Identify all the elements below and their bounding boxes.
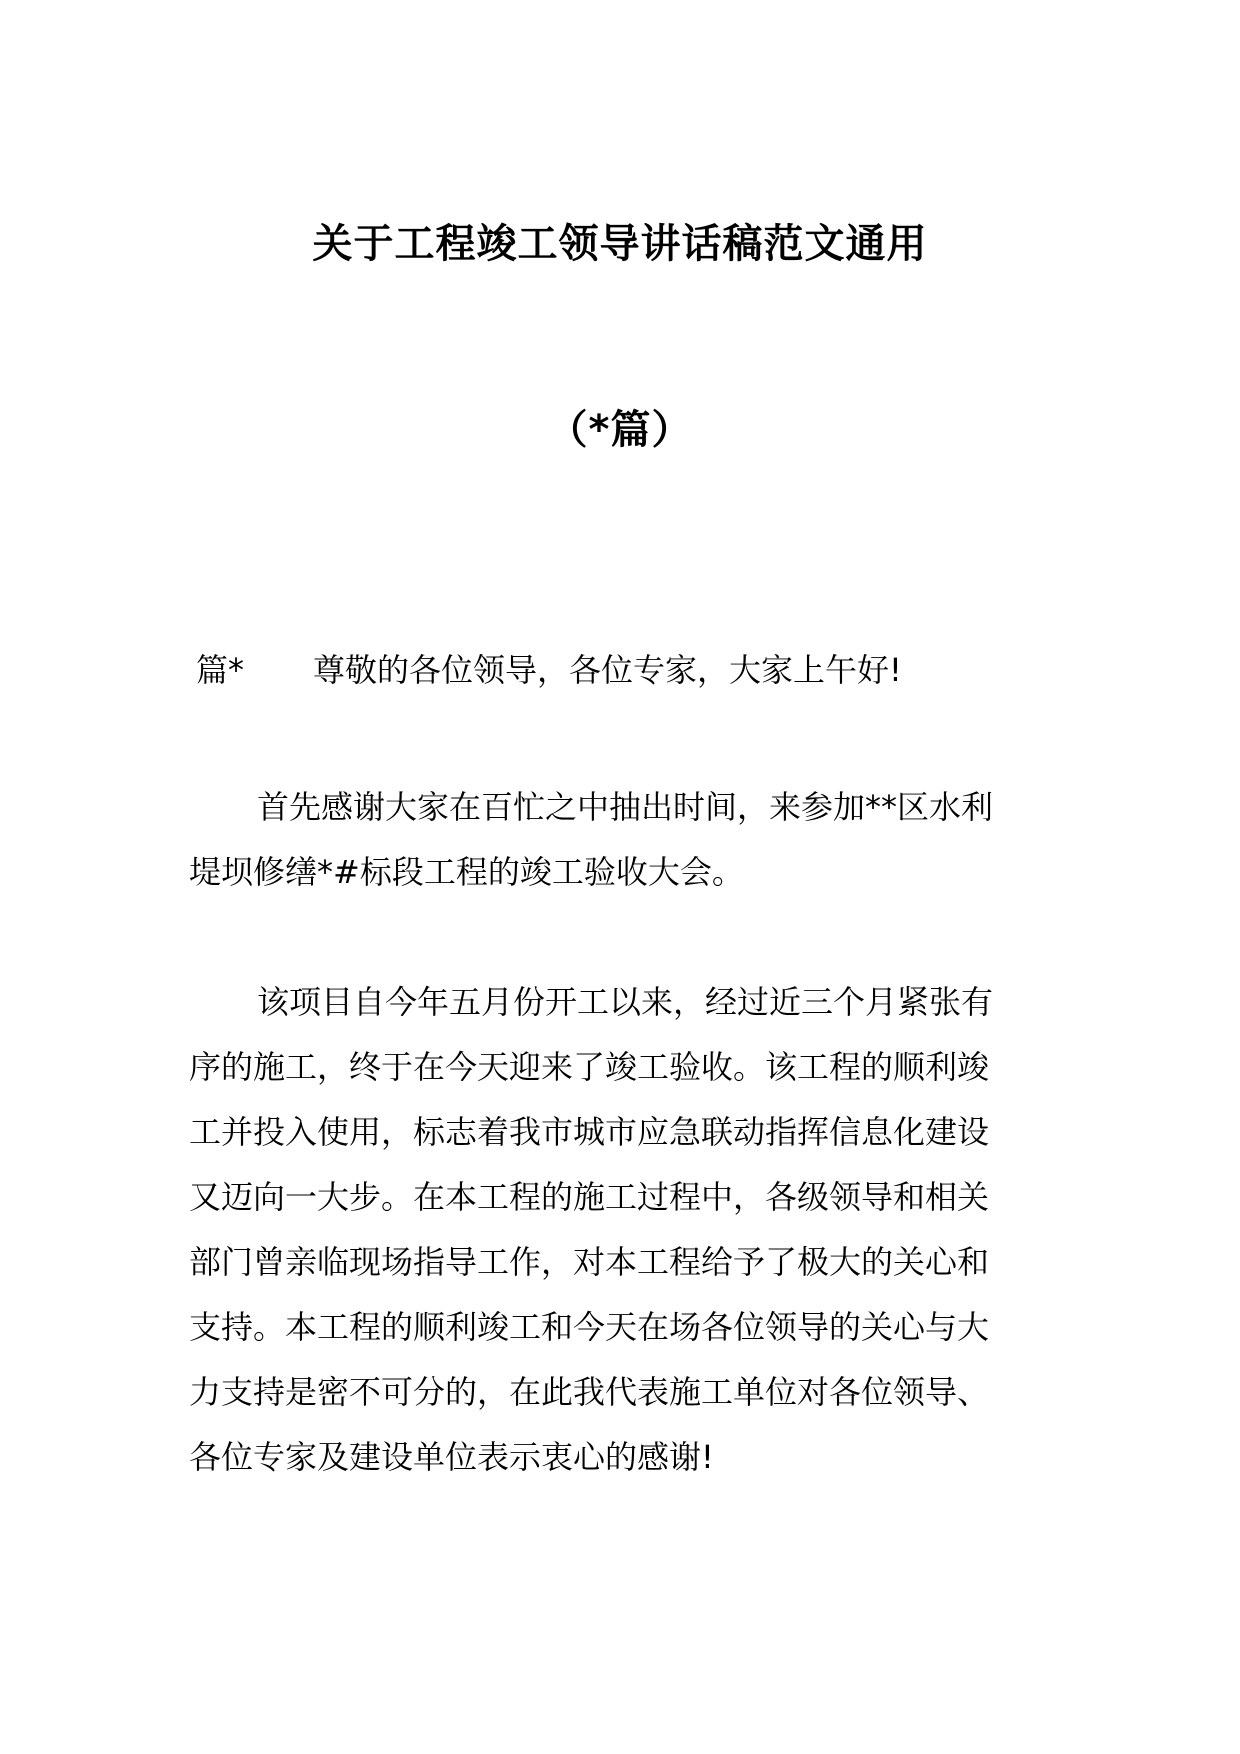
paragraph-line: 力支持是密不可分的，在此我代表施工单位对各位领导、 xyxy=(189,1373,990,1411)
paragraph-line: 序的施工，终于在今天迎来了竣工验收。该工程的顺利竣 xyxy=(189,1048,990,1086)
paragraph-line: 支持。本工程的顺利竣工和今天在场各位领导的关心与大 xyxy=(189,1308,990,1346)
paragraph-line: 又迈向一大步。在本工程的施工过程中，各级领导和相关 xyxy=(189,1178,990,1216)
paragraph-line: 部门曾亲临现场指导工作，对本工程给予了极大的关心和 xyxy=(189,1243,990,1281)
document-subtitle: （*篇） xyxy=(547,407,693,453)
section-label: 篇* xyxy=(196,651,245,689)
document-title: 关于工程竣工领导讲话稿范文通用 xyxy=(312,221,928,267)
paragraph-line: 工并投入使用，标志着我市城市应急联动指挥信息化建设 xyxy=(189,1113,990,1151)
paragraph-line: 该项目自今年五月份开工以来，经过近三个月紧张有 xyxy=(257,983,994,1021)
greeting: 尊敬的各位领导，各位专家，大家上午好! xyxy=(313,651,902,689)
paragraph-line: 首先感谢大家在百忙之中抽出时间，来参加**区水利 xyxy=(257,788,994,826)
paragraph-line: 堤坝修缮*#标段工程的竣工验收大会。 xyxy=(189,853,744,891)
paragraph-line: 各位专家及建设单位表示衷心的感谢! xyxy=(189,1438,714,1476)
